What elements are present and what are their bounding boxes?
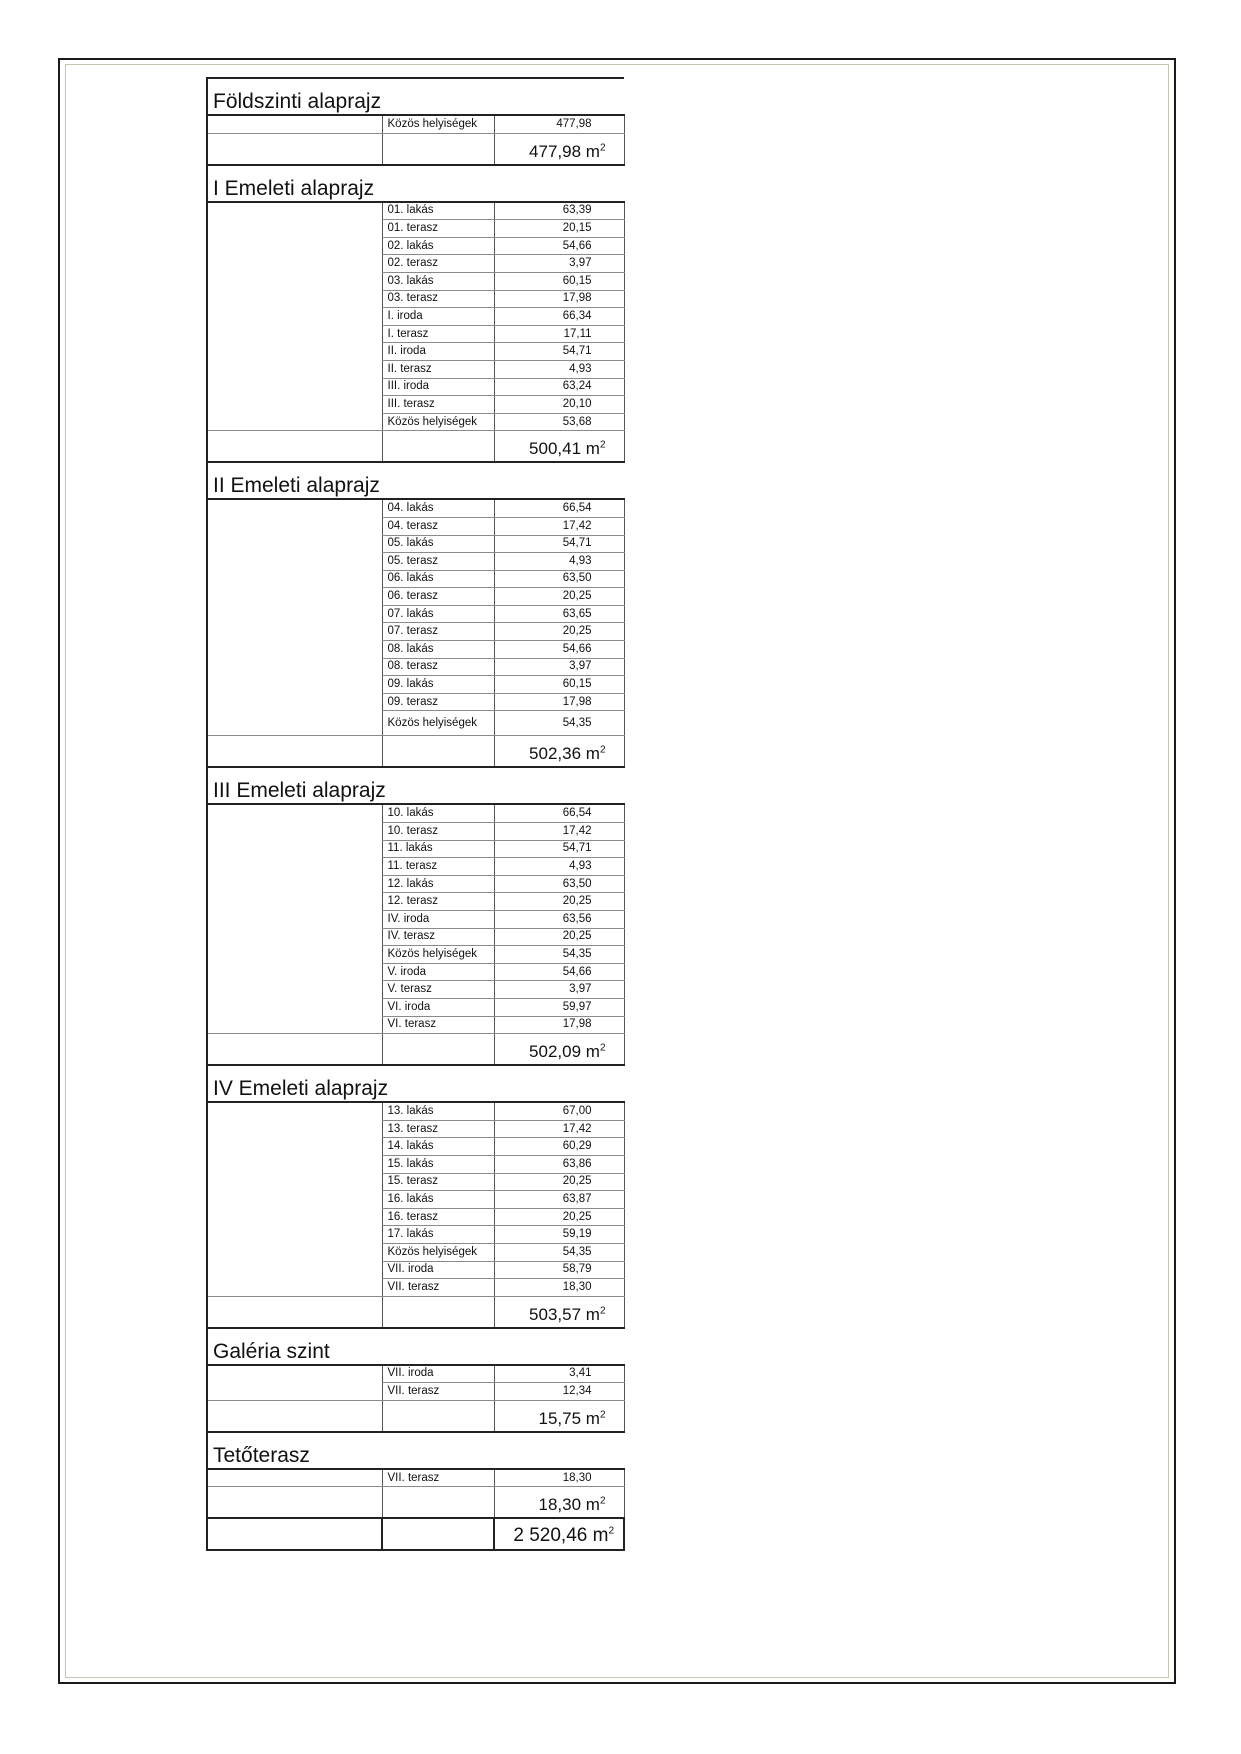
section-title: II Emeleti alaprajz bbox=[207, 462, 494, 499]
room-area: 53,68 bbox=[494, 413, 624, 431]
room-area: 477,98 bbox=[494, 115, 624, 133]
subtotal-unit: m bbox=[585, 1304, 600, 1324]
section-header bbox=[207, 767, 624, 804]
room-area: 20,25 bbox=[494, 623, 624, 641]
section-spacer bbox=[207, 202, 382, 431]
room-label: 02. terasz bbox=[382, 255, 494, 273]
room-label: II. terasz bbox=[382, 360, 494, 378]
room-label: 15. terasz bbox=[382, 1173, 494, 1191]
grand-total-unit-exponent: 2 bbox=[608, 1526, 615, 1538]
room-area: 12,34 bbox=[494, 1383, 624, 1401]
subtotal-unit: m bbox=[585, 1495, 600, 1515]
table-row bbox=[207, 1469, 624, 1487]
room-label: 10. terasz bbox=[382, 823, 494, 841]
grand-total-unit: m bbox=[592, 1525, 609, 1547]
room-label: II. iroda bbox=[382, 343, 494, 361]
room-area: 20,25 bbox=[494, 893, 624, 911]
room-area: 54,35 bbox=[494, 946, 624, 964]
table-row bbox=[207, 804, 624, 822]
room-area: 20,15 bbox=[494, 220, 624, 238]
subtotal-blank bbox=[207, 1487, 382, 1519]
grand-total-value: 2 520,46 bbox=[513, 1525, 588, 1547]
room-label: 14. lakás bbox=[382, 1138, 494, 1156]
subtotal-blank bbox=[382, 1296, 494, 1328]
room-label: VII. iroda bbox=[382, 1365, 494, 1383]
room-label: 12. lakás bbox=[382, 875, 494, 893]
room-label: 16. lakás bbox=[382, 1191, 494, 1209]
room-label: 07. terasz bbox=[382, 623, 494, 641]
room-label: 13. terasz bbox=[382, 1120, 494, 1138]
room-area: 60,15 bbox=[494, 676, 624, 694]
subtotal-row bbox=[207, 1400, 624, 1432]
table-body bbox=[207, 78, 624, 1550]
table-row bbox=[207, 1365, 624, 1383]
room-area: 20,25 bbox=[494, 1173, 624, 1191]
room-label: 04. terasz bbox=[382, 517, 494, 535]
room-label: 17. lakás bbox=[382, 1226, 494, 1244]
room-area: 63,65 bbox=[494, 605, 624, 623]
room-label: Közös helyiségek bbox=[382, 115, 494, 133]
room-label: 01. terasz bbox=[382, 220, 494, 238]
room-area: 20,25 bbox=[494, 928, 624, 946]
room-area: 54,66 bbox=[494, 237, 624, 255]
subtotal-unit: m bbox=[585, 744, 600, 764]
room-label: 10. lakás bbox=[382, 804, 494, 822]
subtotal-blank bbox=[382, 1487, 494, 1519]
room-label: 13. lakás bbox=[382, 1102, 494, 1120]
room-label: VII. terasz bbox=[382, 1469, 494, 1487]
section-header-blank bbox=[494, 1328, 624, 1365]
subtotal-blank bbox=[382, 1400, 494, 1432]
subtotal-unit: m bbox=[585, 1042, 600, 1062]
room-label: Közös helyiségek bbox=[382, 946, 494, 964]
section-spacer bbox=[207, 1365, 382, 1401]
room-label: 03. lakás bbox=[382, 272, 494, 290]
section-spacer bbox=[207, 1469, 382, 1487]
section-title: Galéria szint bbox=[207, 1328, 494, 1365]
subtotal-value: 500,41 bbox=[529, 439, 582, 459]
room-label: V. terasz bbox=[382, 981, 494, 999]
room-area: 20,10 bbox=[494, 396, 624, 414]
room-label: III. terasz bbox=[382, 396, 494, 414]
room-area: 63,50 bbox=[494, 875, 624, 893]
table-row bbox=[207, 202, 624, 220]
room-area: 20,25 bbox=[494, 1208, 624, 1226]
room-label: 11. terasz bbox=[382, 858, 494, 876]
section-title: Tetőterasz bbox=[207, 1432, 494, 1469]
section-subtotal bbox=[494, 133, 624, 165]
subtotal-row bbox=[207, 431, 624, 463]
section-header bbox=[207, 462, 624, 499]
room-area: 17,42 bbox=[494, 1120, 624, 1138]
subtotal-value: 502,36 bbox=[529, 744, 582, 764]
section-spacer bbox=[207, 1102, 382, 1296]
room-area: 17,42 bbox=[494, 517, 624, 535]
section-header-blank bbox=[494, 767, 624, 804]
grand-total-row bbox=[207, 1518, 624, 1550]
section-header bbox=[207, 1432, 624, 1469]
subtotal-unit-exponent: 2 bbox=[599, 744, 606, 756]
room-label: 09. lakás bbox=[382, 676, 494, 694]
room-label: 01. lakás bbox=[382, 202, 494, 220]
room-area: 17,98 bbox=[494, 1016, 624, 1034]
room-area: 54,71 bbox=[494, 840, 624, 858]
room-area: 54,71 bbox=[494, 535, 624, 553]
area-summary-table bbox=[206, 77, 625, 1551]
subtotal-row bbox=[207, 133, 624, 165]
subtotal-blank bbox=[207, 736, 382, 768]
room-area: 17,98 bbox=[494, 693, 624, 711]
room-area: 17,98 bbox=[494, 290, 624, 308]
room-area: 3,97 bbox=[494, 255, 624, 273]
room-label: VII. iroda bbox=[382, 1261, 494, 1279]
room-label: Közös helyiségek bbox=[382, 1243, 494, 1261]
section-title: III Emeleti alaprajz bbox=[207, 767, 494, 804]
subtotal-row bbox=[207, 1487, 624, 1519]
section-subtotal bbox=[494, 736, 624, 768]
room-area: 54,66 bbox=[494, 963, 624, 981]
room-area: 54,35 bbox=[494, 1243, 624, 1261]
section-title: IV Emeleti alaprajz bbox=[207, 1065, 494, 1102]
room-label: 06. terasz bbox=[382, 588, 494, 606]
room-label: 08. terasz bbox=[382, 658, 494, 676]
subtotal-blank bbox=[207, 1400, 382, 1432]
subtotal-blank bbox=[207, 133, 382, 165]
room-area: 63,39 bbox=[494, 202, 624, 220]
room-area: 63,50 bbox=[494, 570, 624, 588]
room-label: IV. iroda bbox=[382, 911, 494, 929]
subtotal-unit-exponent: 2 bbox=[599, 439, 606, 451]
room-label: 04. lakás bbox=[382, 499, 494, 517]
room-area: 60,29 bbox=[494, 1138, 624, 1156]
room-label: Közös helyiségek bbox=[382, 711, 494, 736]
section-subtotal bbox=[494, 431, 624, 463]
room-label: 15. lakás bbox=[382, 1155, 494, 1173]
room-area: 4,93 bbox=[494, 858, 624, 876]
grand-total-blank bbox=[382, 1518, 494, 1550]
room-area: 3,41 bbox=[494, 1365, 624, 1383]
room-label: 12. terasz bbox=[382, 893, 494, 911]
room-area: 66,34 bbox=[494, 308, 624, 326]
subtotal-row bbox=[207, 1034, 624, 1066]
subtotal-row bbox=[207, 1296, 624, 1328]
room-area: 18,30 bbox=[494, 1469, 624, 1487]
room-area: 54,66 bbox=[494, 641, 624, 659]
room-label: 07. lakás bbox=[382, 605, 494, 623]
section-spacer bbox=[207, 804, 382, 1033]
room-label: I. terasz bbox=[382, 325, 494, 343]
subtotal-blank bbox=[382, 1034, 494, 1066]
grand-total bbox=[494, 1518, 624, 1550]
room-label: V. iroda bbox=[382, 963, 494, 981]
section-subtotal bbox=[494, 1487, 624, 1519]
room-area: 17,11 bbox=[494, 325, 624, 343]
room-label: Közös helyiségek bbox=[382, 413, 494, 431]
room-label: 03. terasz bbox=[382, 290, 494, 308]
room-area: 20,25 bbox=[494, 588, 624, 606]
room-label: VII. terasz bbox=[382, 1383, 494, 1401]
room-area: 66,54 bbox=[494, 804, 624, 822]
room-area: 54,35 bbox=[494, 711, 624, 736]
section-header-blank bbox=[494, 1065, 624, 1102]
subtotal-value: 15,75 bbox=[538, 1408, 582, 1428]
room-label: 16. terasz bbox=[382, 1208, 494, 1226]
room-area: 58,79 bbox=[494, 1261, 624, 1279]
subtotal-unit-exponent: 2 bbox=[599, 1495, 606, 1507]
section-title: Földszinti alaprajz bbox=[207, 78, 494, 115]
room-area: 63,87 bbox=[494, 1191, 624, 1209]
section-header bbox=[207, 1065, 624, 1102]
room-area: 3,97 bbox=[494, 981, 624, 999]
room-area: 59,97 bbox=[494, 998, 624, 1016]
room-area: 54,71 bbox=[494, 343, 624, 361]
room-area: 60,15 bbox=[494, 272, 624, 290]
room-label: 05. lakás bbox=[382, 535, 494, 553]
section-header-blank bbox=[494, 1432, 624, 1469]
room-area: 4,93 bbox=[494, 553, 624, 571]
section-subtotal bbox=[494, 1034, 624, 1066]
room-area: 17,42 bbox=[494, 823, 624, 841]
subtotal-unit-exponent: 2 bbox=[599, 1042, 606, 1054]
subtotal-unit: m bbox=[585, 141, 600, 161]
subtotal-unit: m bbox=[585, 1408, 600, 1428]
subtotal-blank bbox=[382, 133, 494, 165]
section-spacer bbox=[207, 499, 382, 736]
room-label: I. iroda bbox=[382, 308, 494, 326]
subtotal-value: 477,98 bbox=[529, 141, 582, 161]
room-area: 63,24 bbox=[494, 378, 624, 396]
room-area: 66,54 bbox=[494, 499, 624, 517]
room-area: 59,19 bbox=[494, 1226, 624, 1244]
room-label: IV. terasz bbox=[382, 928, 494, 946]
subtotal-unit-exponent: 2 bbox=[599, 1409, 606, 1421]
room-label: 02. lakás bbox=[382, 237, 494, 255]
section-subtotal bbox=[494, 1296, 624, 1328]
subtotal-blank bbox=[207, 1034, 382, 1066]
section-header-blank bbox=[494, 165, 624, 202]
room-label: VI. iroda bbox=[382, 998, 494, 1016]
section-header-blank bbox=[494, 78, 624, 115]
table-row bbox=[207, 115, 624, 133]
subtotal-unit: m bbox=[585, 439, 600, 459]
room-label: VII. terasz bbox=[382, 1279, 494, 1297]
grand-total-blank bbox=[207, 1518, 382, 1550]
room-area: 67,00 bbox=[494, 1102, 624, 1120]
section-header bbox=[207, 78, 624, 115]
room-label: 09. terasz bbox=[382, 693, 494, 711]
subtotal-blank bbox=[207, 1296, 382, 1328]
room-area: 18,30 bbox=[494, 1279, 624, 1297]
subtotal-value: 502,09 bbox=[529, 1042, 582, 1062]
room-label: 05. terasz bbox=[382, 553, 494, 571]
section-header bbox=[207, 165, 624, 202]
room-area: 63,56 bbox=[494, 911, 624, 929]
room-label: 11. lakás bbox=[382, 840, 494, 858]
section-header bbox=[207, 1328, 624, 1365]
section-spacer bbox=[207, 115, 382, 133]
section-subtotal bbox=[494, 1400, 624, 1432]
subtotal-unit-exponent: 2 bbox=[599, 141, 606, 153]
subtotal-unit-exponent: 2 bbox=[599, 1305, 606, 1317]
table-row bbox=[207, 1102, 624, 1120]
room-label: 08. lakás bbox=[382, 641, 494, 659]
subtotal-blank bbox=[382, 736, 494, 768]
subtotal-row bbox=[207, 736, 624, 768]
room-area: 3,97 bbox=[494, 658, 624, 676]
subtotal-blank bbox=[382, 431, 494, 463]
room-label: III. iroda bbox=[382, 378, 494, 396]
room-area: 4,93 bbox=[494, 360, 624, 378]
subtotal-value: 503,57 bbox=[529, 1304, 582, 1324]
room-label: 06. lakás bbox=[382, 570, 494, 588]
room-area: 63,86 bbox=[494, 1155, 624, 1173]
subtotal-blank bbox=[207, 431, 382, 463]
table-row bbox=[207, 499, 624, 517]
room-label: VI. terasz bbox=[382, 1016, 494, 1034]
subtotal-value: 18,30 bbox=[538, 1495, 582, 1515]
section-title: I Emeleti alaprajz bbox=[207, 165, 494, 202]
section-header-blank bbox=[494, 462, 624, 499]
